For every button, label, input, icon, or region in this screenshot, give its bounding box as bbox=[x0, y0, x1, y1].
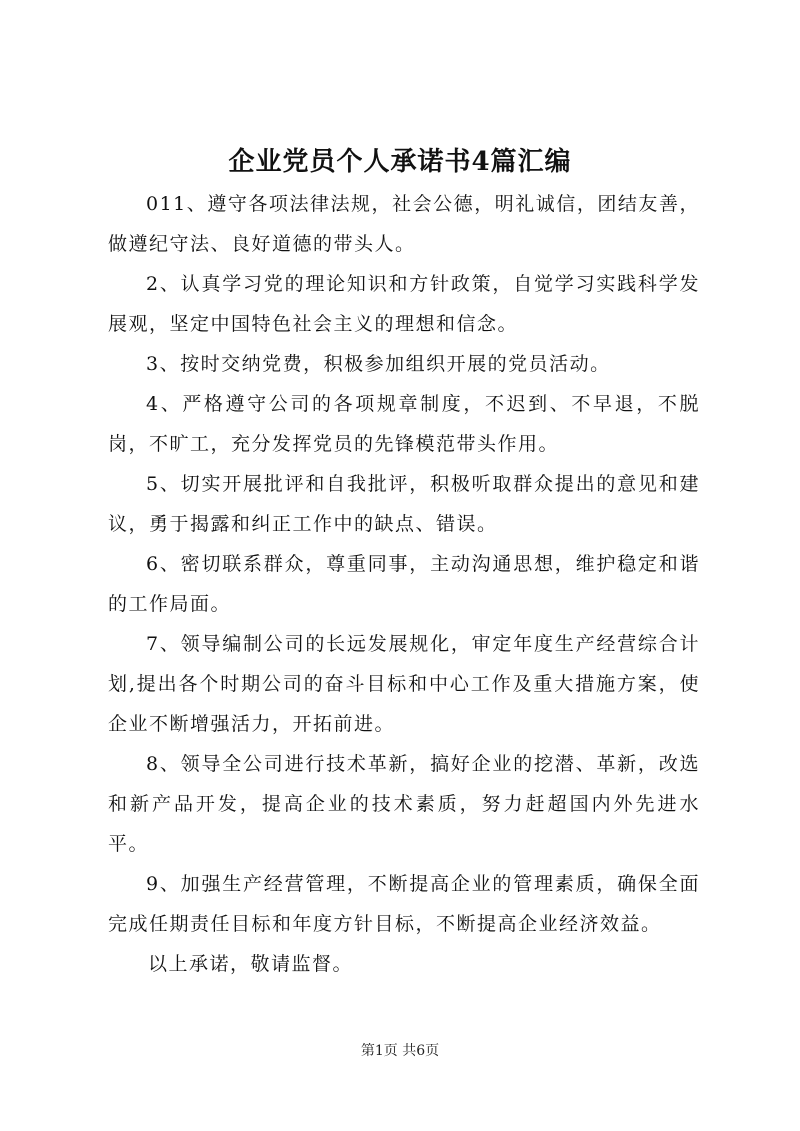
closing-statement: 以上承诺，敬请监督。 bbox=[148, 953, 354, 975]
paragraph-item-8: 8、领导全公司进行技术革新，搞好企业的挖潜、革新，改选和新产品开发，提高企业的技术素质，努力赶超国内外先进水平。 bbox=[108, 753, 700, 855]
page-number-footer: 第1页 共6页 bbox=[360, 1043, 440, 1059]
paragraph-item-9: 9、加强生产经营管理，不断提高企业的管理素质，确保全面完成任期责任目标和年度方针目标，不断提高企业经济效益。 bbox=[108, 873, 700, 935]
paragraph-item-4: 4、严格遵守公司的各项规章制度，不迟到、不早退，不脱岗，不旷工，充分发挥党员的先锋模范带头作用。 bbox=[108, 393, 700, 455]
paragraph-item-1: 011、遵守各项法律法规，社会公德，明礼诚信，团结友善，做遵纪守法、良好道德的带头人。 bbox=[108, 193, 700, 255]
paragraph-item-5: 5、切实开展批评和自我批评，积极听取群众提出的意见和建议，勇于揭露和纠正工作中的缺点、错误。 bbox=[108, 473, 700, 535]
paragraph-item-3: 3、按时交纳党费，积极参加组织开展的党员活动。 bbox=[146, 353, 611, 375]
document-body bbox=[108, 184, 700, 984]
paragraph-item-2: 2、认真学习党的理论知识和方针政策，自觉学习实践科学发展观，坚定中国特色社会主义的理想和信念。 bbox=[108, 273, 700, 335]
document-title: 企业党员个人承诺书4篇汇编 bbox=[228, 147, 572, 177]
paragraph-item-7: 7、领导编制公司的长远发展规化，审定年度生产经营综合计划,提出各个时期公司的奋斗目标和中心工作及重大措施方案，使企业不断增强活力，开拓前进。 bbox=[108, 633, 700, 735]
paragraph-item-6: 6、密切联系群众，尊重同事，主动沟通思想，维护稳定和谐的工作局面。 bbox=[108, 553, 700, 615]
